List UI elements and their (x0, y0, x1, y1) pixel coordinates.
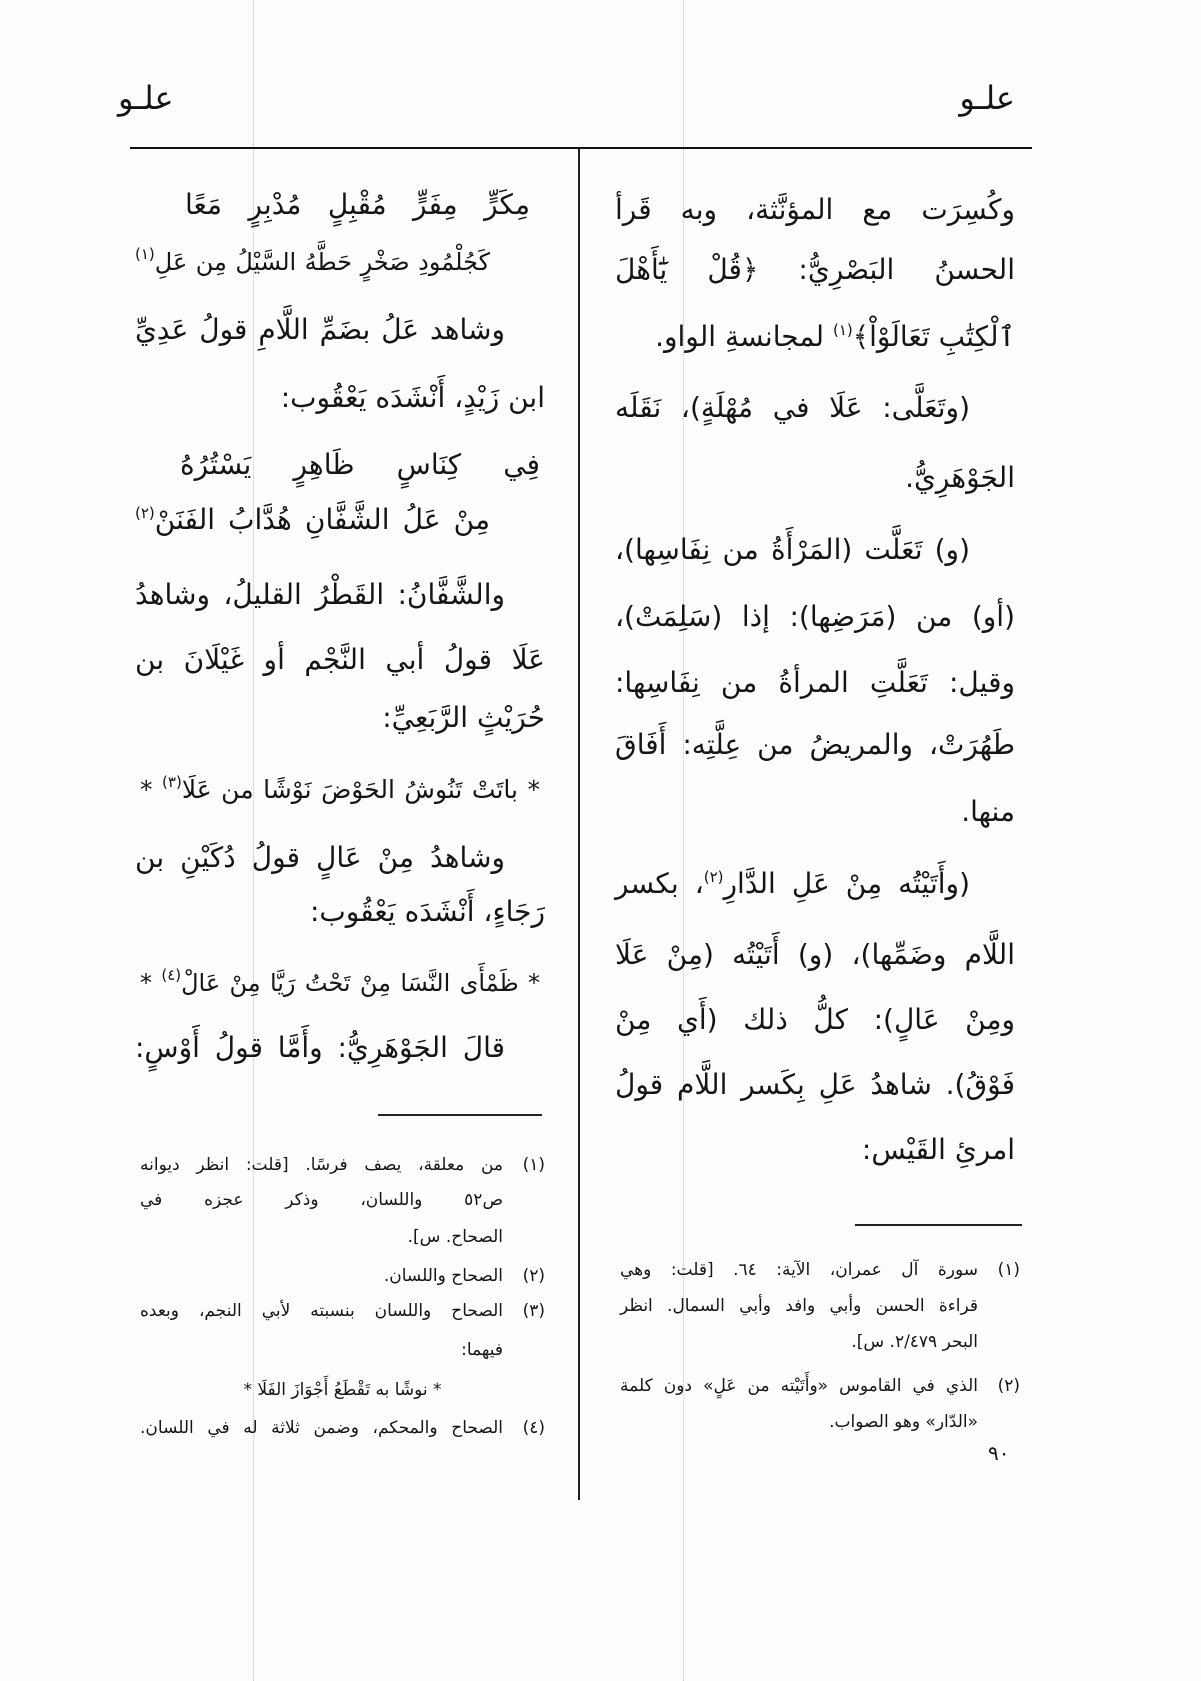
footnote-text: الذي في القاموس «وأَتَيْته من عَلٍ» دون كلمة (620, 1376, 978, 1396)
footnote-line (620, 1255, 1020, 1285)
page-number: ٩٠ (988, 1441, 1010, 1465)
text-segment: ، بكسر (615, 867, 704, 900)
footnote-line (140, 1261, 545, 1291)
footnote-text: الصحاح والمحكم، وضمن ثلاثة له في اللسان. (140, 1418, 503, 1438)
text-line: طَهُرَتْ، والمريضُ من عِلَّتِه: أَفَاقَ (615, 728, 1015, 761)
text-segment: * ظَمْأَى النَّسَا مِنْ تَحْتُ رَيَّا مِنْ عَالْ (181, 969, 540, 997)
footnote-ref: (٢) (135, 504, 155, 522)
verse-line: فِي كِنَاسٍ ظَاهِرٍ يَسْتُرُهُ (180, 448, 540, 481)
footnote-marker: (١) (997, 1260, 1020, 1280)
footnote-ref: (١) (832, 321, 853, 339)
footnote-verse-line: * نوشًا به تَقْطَعُ أَجْوَازَ الفَلَا * (243, 1380, 442, 1400)
text-line: وكُسِرَت مع المؤنَّثة، وبه قَرأ (615, 193, 1015, 226)
text-line: امرئِ القَيْس: (861, 1133, 1015, 1166)
text-line: حُرَيْثٍ الرَّبَعِيِّ: (382, 701, 545, 734)
header-title-right: علـو (959, 79, 1015, 117)
verse-line: مِكَرٍّ مِفَرٍّ مُقْبِلٍ مُدْبِرٍ مَعًا (185, 188, 530, 221)
footnote-text: الصحاح واللسان. (383, 1266, 503, 1286)
text-line: (و) تَعَلَّت (المَرْأَةُ من نِفَاسِها)، (615, 533, 970, 566)
footnote-text: الصحاح واللسان بنسبته لأبي النجم، وبعده (140, 1301, 503, 1321)
text-segment: لمجانسةِ الواو. (655, 320, 833, 353)
text-line: وشاهدُ مِنْ عَالٍ قولُ دُكَيْنِ بن (135, 841, 505, 874)
footnote-ref: (٢) (703, 868, 724, 886)
text-line: وقيل: تَعَلَّتِ المرأةُ من نِفَاسِها: (615, 666, 1015, 699)
text-line: رَجَاءٍ، أَنْشَدَه يَعْقُوب: (309, 895, 545, 928)
text-segment: * باتَتْ تَنُوشُ الحَوْضَ نَوْشًا من عَلَا (181, 775, 540, 804)
text-line: ومِنْ عَالٍ): كلُّ ذلك (أَي مِنْ (615, 1003, 1015, 1036)
header-title-left: علـو (118, 79, 174, 117)
footnote-line: البحر ٢/٤٧٩. س]. (851, 1332, 978, 1352)
text-line: عَلَا قولُ أبي النَّجْم أو غَيْلَانَ بن (135, 643, 545, 676)
right-footnotes (620, 0, 1020, 1681)
footnote-ref: (١) (135, 245, 155, 263)
text-segment: * (140, 969, 162, 997)
footnote-marker: (٤) (522, 1418, 545, 1438)
footnote-line: قراءة الحسن وأبي وافد وأبي السمال. انظر (620, 1296, 978, 1316)
footnote-line: ص٥٢ واللسان، وذكر عجزه في (140, 1190, 503, 1210)
footnote-line (140, 1413, 545, 1443)
text-segment: ٱلْكِتَٰبِ تَعَالَوْاْ﴾ (852, 320, 1015, 353)
footnote-line (140, 1296, 545, 1326)
footnote-ref: (٣) (162, 773, 182, 791)
footnote-text: من معلقة، يصف فرسًا. [قلت: انظر ديوانه (140, 1155, 503, 1175)
text-line: اللَّام وضَمِّها)، (و) أَتَيْتُه (مِنْ عَلَا (615, 938, 1015, 971)
left-footnotes (140, 0, 545, 1681)
text-line: الجَوْهَرِيُّ. (905, 461, 1015, 494)
footnote-line: الصحاح. س]. (407, 1227, 503, 1247)
text-segment: (وأَتَيْتُه مِنْ عَلِ الدَّارِ (723, 867, 970, 900)
footnote-marker: (١) (522, 1155, 545, 1175)
text-line: قالَ الجَوْهَرِيُّ: وأَمَّا قولُ أَوْسٍ: (135, 1031, 505, 1064)
footnote-text: سورة آل عمران، الآية: ٦٤. [قلت: وهي (620, 1260, 978, 1280)
text-line: (وتَعَلَّى: عَلَا في مُهْلَةٍ)، نَقَلَه (615, 391, 970, 424)
text-line: الحسنُ البَصْرِيُّ: ﴿قُلْ يَٰٓأَهْلَ (615, 253, 1015, 286)
text-line: فَوْقُ). شاهدُ عَلِ بِكَسر اللَّام قولُ (615, 1068, 1015, 1101)
footnote-marker: (٢) (522, 1266, 545, 1286)
footnote-marker: (٣) (522, 1301, 545, 1321)
footnote-line (140, 1150, 545, 1180)
text-segment: كَجُلْمُودِ صَخْرٍ حَطَّهُ السَّيْلُ مِن عَلِ (154, 248, 490, 276)
footnote-marker: (٢) (997, 1376, 1020, 1396)
footnote-line (620, 1371, 1020, 1401)
text-line: منها. (961, 795, 1015, 828)
column-divider (578, 148, 580, 1500)
footnote-ref: (٤) (161, 966, 182, 984)
footnote-line: فيهما: (461, 1340, 503, 1360)
text-line: ابن زَيْدٍ، أَنْشَدَه يَعْقُوب: (280, 381, 545, 414)
text-segment: مِنْ عَلُ الشَّفَّانِ هُدَّابُ الفَنَنْ (154, 503, 490, 536)
text-segment: * (140, 775, 163, 804)
text-line: وشاهد عَلُ بضَمِّ اللَّامِ قولُ عَدِيِّ (135, 313, 505, 346)
text-line: والشَّفَّانُ: القَطْرُ القليلُ، وشاهدُ (135, 578, 505, 611)
text-line: (أو) من (مَرَضِها): إذا (سَلِمَتْ)، (615, 600, 1015, 633)
footnote-line: «الدّار» وهو الصواب. (829, 1412, 978, 1432)
